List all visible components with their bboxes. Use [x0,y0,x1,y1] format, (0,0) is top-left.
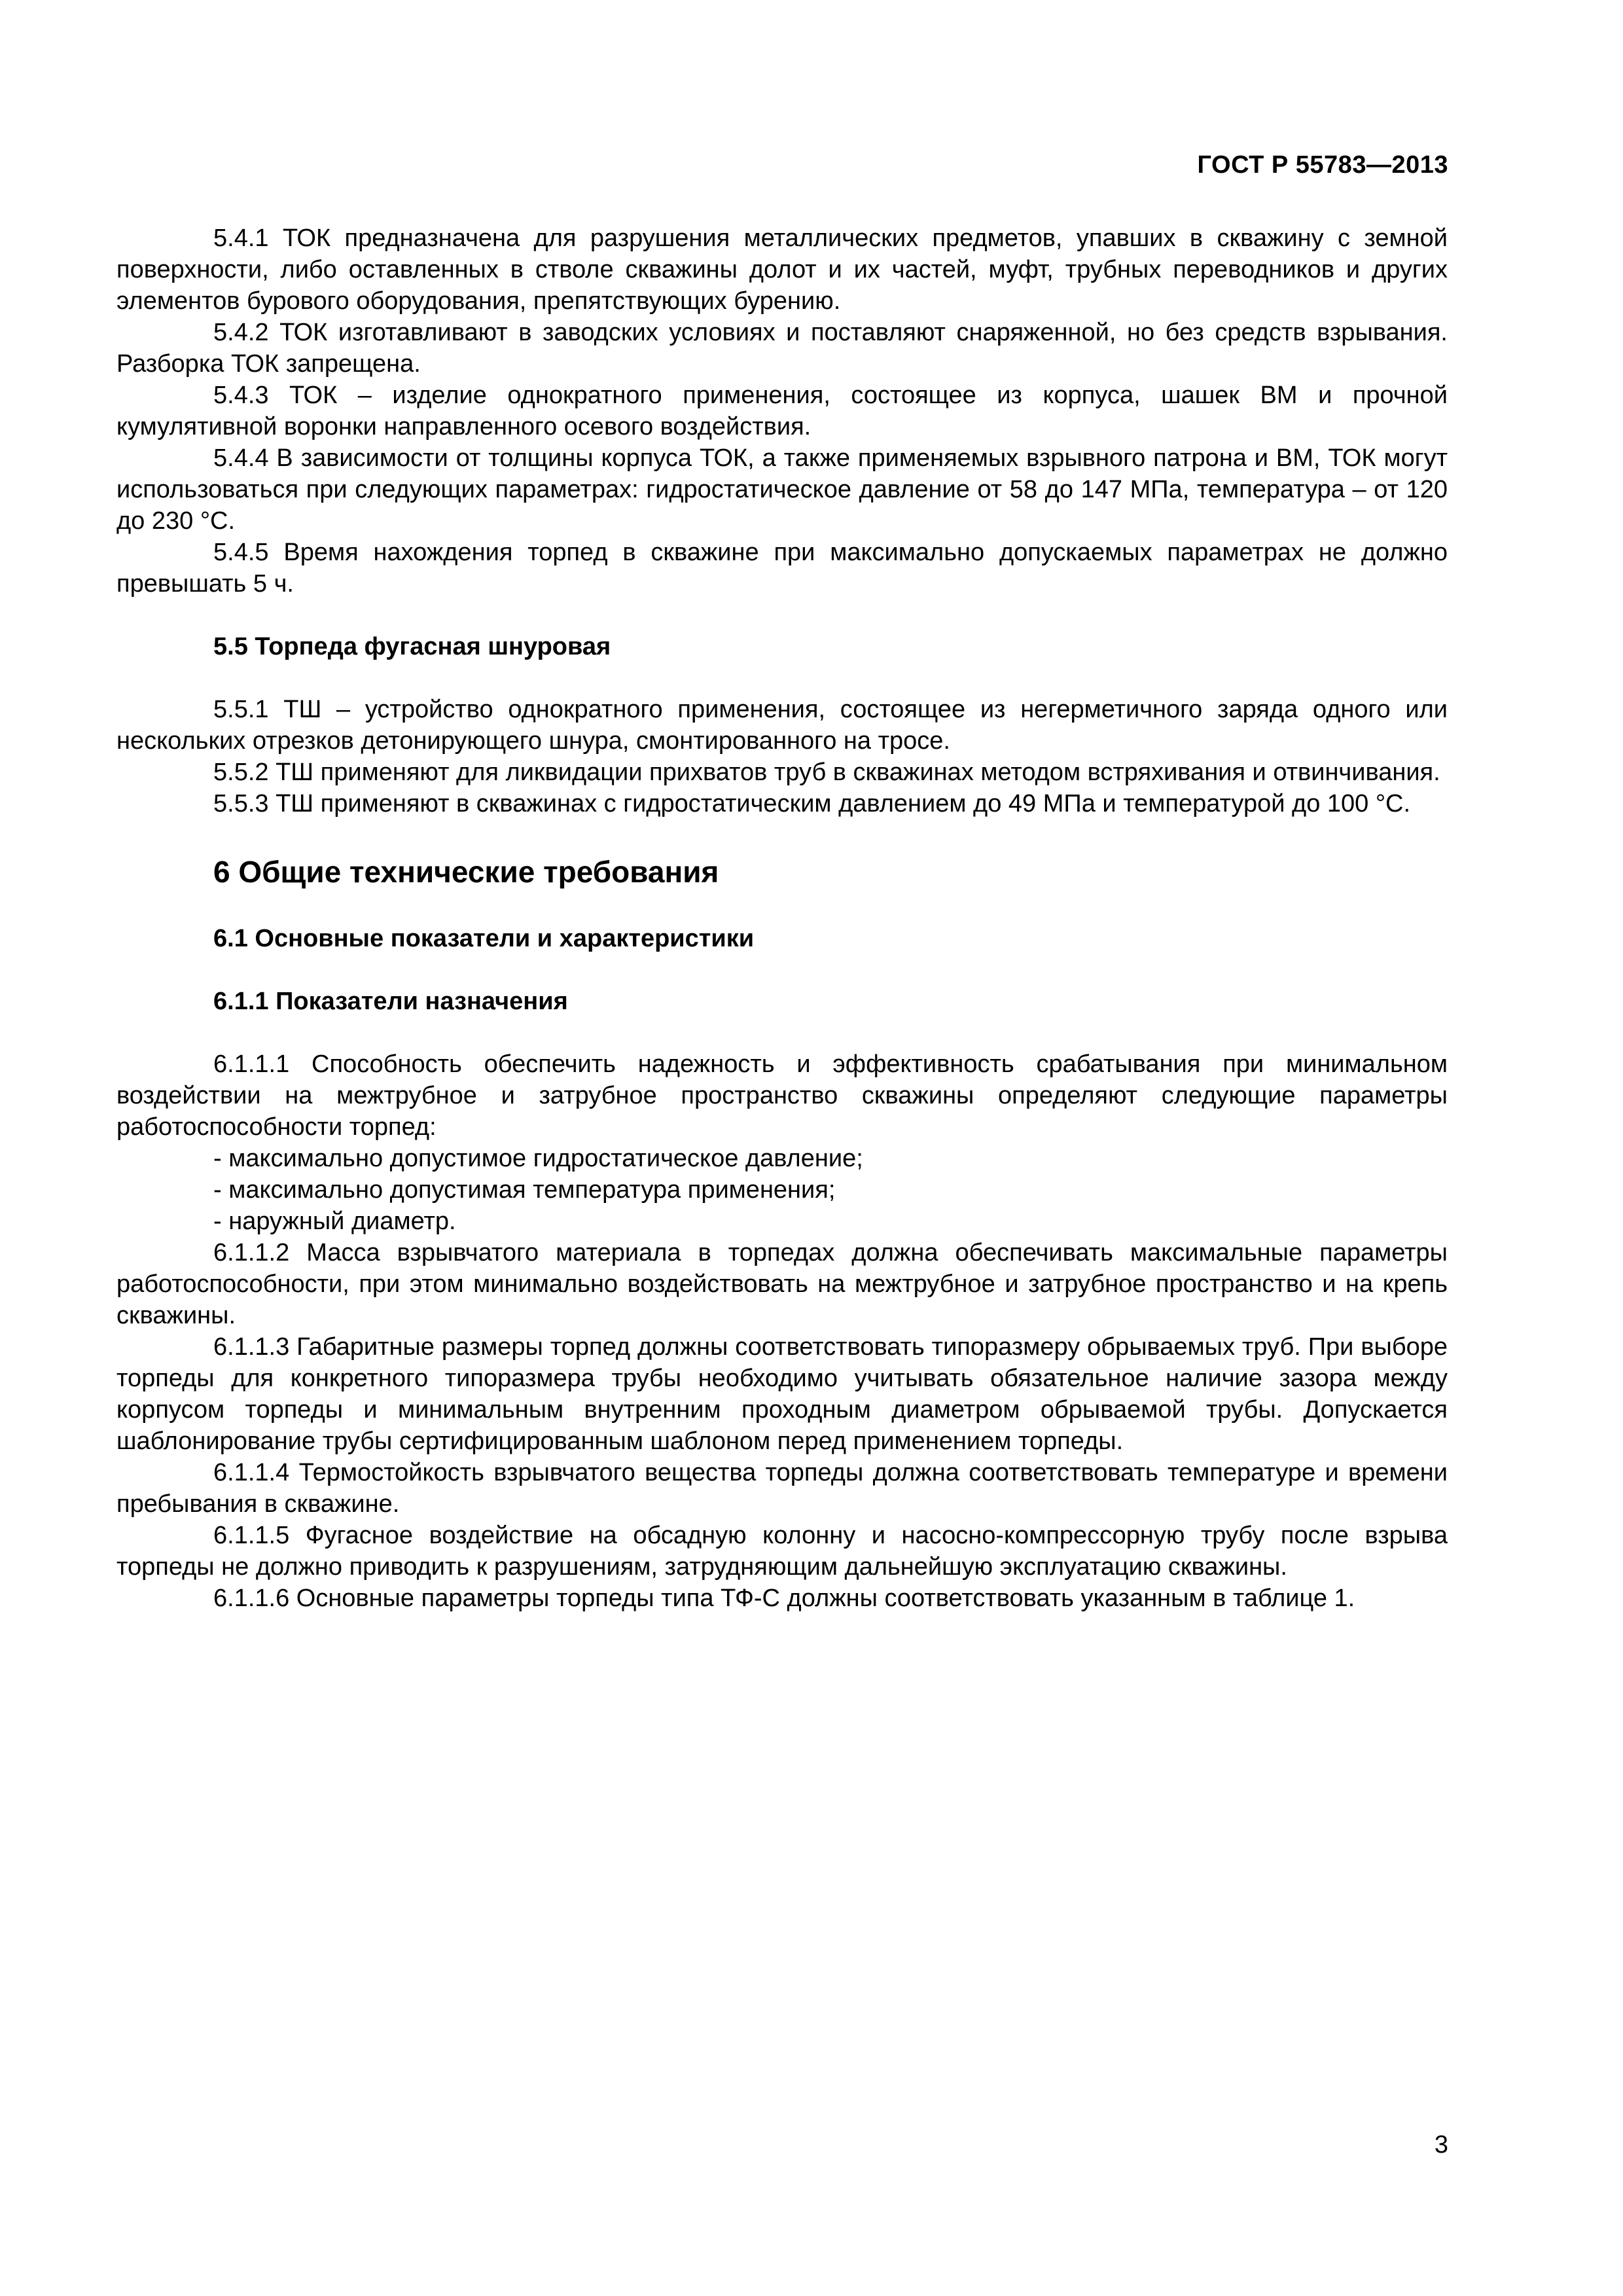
section-heading-6-1-1: 6.1.1 Показатели назначения [213,988,568,1015]
list-item-diameter: - наружный диаметр. [213,1208,456,1235]
document-body [116,223,1448,1614]
paragraph-5-4-2: 5.4.2 ТОК изготавливают в заводских условиях и поставляют снаряженной, но без средств взрывания. Разборка ТОК запрещена. [116,319,1448,378]
paragraph-5-4-3: 5.4.3 ТОК – изделие однократного применения, состоящее из корпуса, шашек ВМ и прочной кумулятивной воронки направленного осевого воздействия. [116,382,1448,440]
paragraph-6-1-1-6: 6.1.1.6 Основные параметры торпеды типа ТФ-С должны соответствовать указанным в таблице 1. [213,1585,1355,1612]
page-number: 3 [1434,2131,1448,2159]
paragraph-5-5-1: 5.5.1 ТШ – устройство однократного применения, состоящее из негерметичного заряда одного или нескольких отрезков детонирующего шнура, смонтированного на тросе. [116,696,1448,755]
standard-number-header: ГОСТ Р 55783—2013 [1197,151,1448,179]
paragraph-5-4-1: 5.4.1 ТОК предназначена для разрушения металлических предметов, упавших в скважину с земной поверхности, либо оставленных в стволе скважины долот и их частей, муфт, трубных переводников и других элементов бурового оборудования, препятствующих бурению. [116,224,1448,315]
section-heading-6: 6 Общие технические требования [213,855,719,889]
paragraph-6-1-1-4: 6.1.1.4 Термостойкость взрывчатого вещества торпеды должна соответствовать температуре и времени пребывания в скважине. [116,1459,1448,1518]
paragraph-5-4-4: 5.4.4 В зависимости от толщины корпуса ТОК, а также применяемых взрывного патрона и ВМ, ТОК могут использоваться при следующих параметрах: гидростатическое давление от 58 до 147 МПа, температура – от 120 до 230 °С. [116,444,1448,535]
list-item-temperature: - максимально допустимая температура применения; [213,1176,836,1204]
paragraph-6-1-1-1: 6.1.1.1 Способность обеспечить надежность и эффективность срабатывания при минимальном воздействии на межтрубное и затрубное пространство скважины определяют следующие параметры работоспособности торпед: [116,1050,1448,1141]
paragraph-6-1-1-3: 6.1.1.3 Габаритные размеры торпед должны соответствовать типоразмеру обрываемых труб. При выборе торпеды для конкретного типоразмера трубы необходимо учитывать обязательное наличие зазора между корпусом торпеды и минимальным внутренним проходным диаметром обрываемой трубы. Допускается шаблонирование трубы сертифицированным шаблоном перед применением торпеды. [116,1333,1448,1455]
paragraph-5-5-3: 5.5.3 ТШ применяют в скважинах с гидростатическим давлением до 49 МПа и температурой до 100 °С. [213,790,1411,817]
paragraph-6-1-1-5: 6.1.1.5 Фугасное воздействие на обсадную колонну и насосно-компрессорную трубу после взрыва торпеды не должно приводить к разрушениям, затрудняющим дальнейшую эксплуатацию скважины. [116,1522,1448,1581]
paragraph-6-1-1-2: 6.1.1.2 Масса взрывчатого материала в торпедах должна обеспечивать максимальные параметры работоспособности, при этом минимально воздействовать на межтрубное и затрубное пространство и на крепь скважины. [116,1239,1448,1329]
list-item-pressure: - максимально допустимое гидростатическое давление; [213,1145,863,1172]
paragraph-5-4-5: 5.4.5 Время нахождения торпед в скважине при максимально допускаемых параметрах не должно превышать 5 ч. [116,539,1448,598]
paragraph-5-5-2: 5.5.2 ТШ применяют для ликвидации прихватов труб в скважинах методом встряхивания и отвинчивания. [213,759,1440,786]
section-heading-6-1: 6.1 Основные показатели и характеристики [213,925,755,952]
section-heading-5-5: 5.5 Торпеда фугасная шнуровая [213,633,611,660]
